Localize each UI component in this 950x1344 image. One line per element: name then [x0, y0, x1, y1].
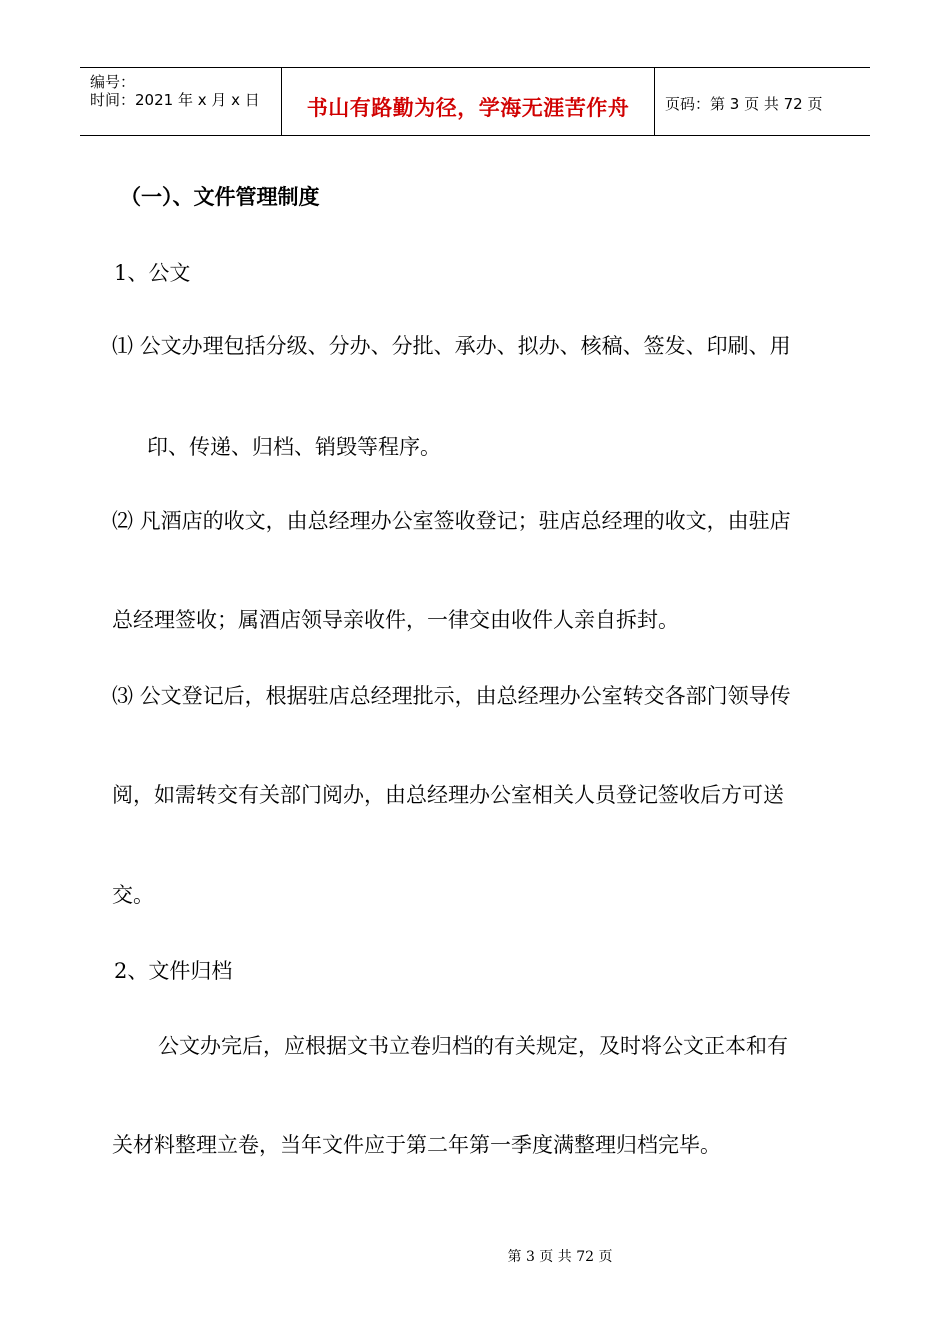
paragraph-4-line-2: 关材料整理立卷，当年文件应于第二年第一季度满整理归档完毕。 [112, 1133, 721, 1157]
paragraph-2-line-1: ⑵ 凡酒店的收文，由总经理办公室签收登记；驻店总经理的收文，由驻店 [112, 509, 791, 533]
paragraph-4-line-1: 公文办完后，应根据文书立卷归档的有关规定，及时将公文正本和有 [158, 1034, 788, 1058]
document-header [80, 67, 870, 136]
header-page-info: 页码：第 3 页 共 72 页 [665, 95, 823, 113]
item1-title: 1、公文 [114, 261, 191, 285]
header-motto-cell [282, 68, 655, 135]
header-page-info-cell [655, 68, 870, 135]
document-date-label: 时间：2021 年 x 月 x 日 [90, 91, 260, 109]
paragraph-3-line-2: 阅，如需转交有关部门阅办，由总经理办公室相关人员登记签收后方可送 [112, 783, 784, 807]
document-number-label: 编号： [90, 73, 136, 91]
paragraph-1-line-1: ⑴ 公文办理包括分级、分办、分批、承办、拟办、核稿、签发、印刷、用 [112, 334, 791, 358]
paragraph-2-line-2: 总经理签收；属酒店领导亲收件，一律交由收件人亲自拆封。 [112, 608, 679, 632]
paragraph-1-line-2: 印、传递、归档、销毁等程序。 [147, 435, 441, 459]
section-title: （一）、文件管理制度 [120, 185, 320, 209]
paragraph-3-line-3: 交。 [112, 883, 154, 907]
page-footer [0, 1246, 950, 1266]
header-motto: 书山有路勤为径，学海无涯苦作舟 [306, 96, 630, 120]
footer-page-number: 第 3 页 共 72 页 [507, 1249, 613, 1265]
paragraph-3-line-1: ⑶ 公文登记后，根据驻店总经理批示，由总经理办公室转交各部门领导传 [112, 684, 791, 708]
header-meta-cell [80, 68, 282, 135]
item2-title: 2、文件归档 [114, 959, 233, 983]
